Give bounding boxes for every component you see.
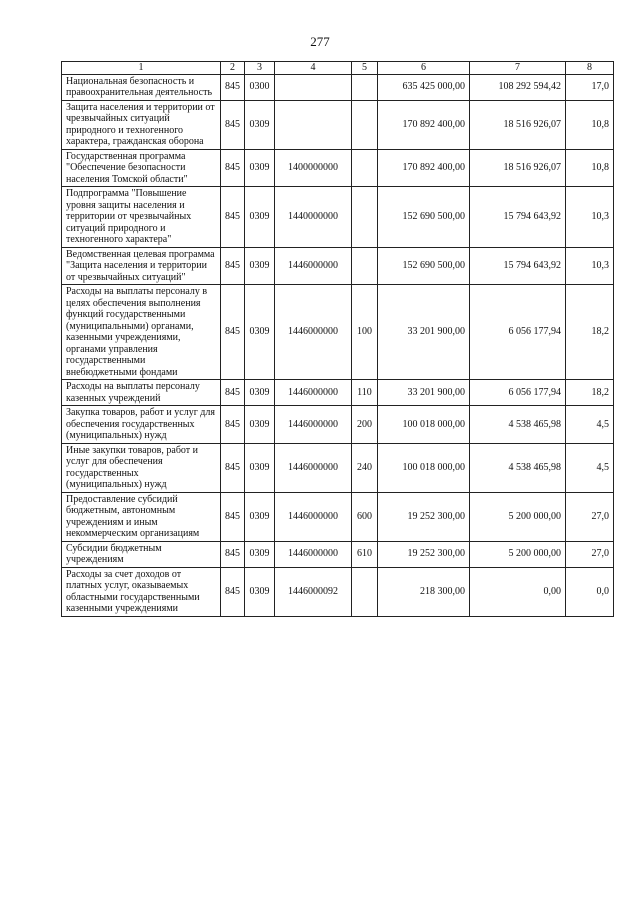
row-code-cell: 845 [221,285,245,380]
row-kind-cell [352,247,378,285]
row-kind-cell [352,74,378,100]
column-header: 1 [62,62,221,75]
row-percent-cell: 10,3 [566,247,614,285]
row-percent-cell: 18,2 [566,285,614,380]
row-plan-cell: 100 018 000,00 [378,443,470,492]
table-row [62,74,614,100]
row-kind-cell: 200 [352,406,378,444]
row-section-cell: 0309 [245,406,275,444]
table-row [62,541,614,567]
row-fact-cell: 5 200 000,00 [470,541,566,567]
row-target-cell: 1446000000 [275,380,352,406]
row-target-cell: 1446000000 [275,247,352,285]
row-code-cell: 845 [221,492,245,541]
row-kind-cell: 100 [352,285,378,380]
row-name-cell: Закупка товаров, работ и услуг для обеспечения государственных (муниципальных) нужд [62,406,221,444]
row-percent-cell: 4,5 [566,406,614,444]
row-section-cell: 0309 [245,541,275,567]
column-header: 3 [245,62,275,75]
row-kind-cell: 610 [352,541,378,567]
row-fact-cell: 18 516 926,07 [470,149,566,187]
row-name-cell: Защита населения и территории от чрезвычайных ситуаций природного и техногенного характера, гражданская оборона [62,100,221,149]
row-kind-cell: 240 [352,443,378,492]
row-code-cell: 845 [221,247,245,285]
row-section-cell: 0309 [245,285,275,380]
budget-table [61,61,614,617]
column-header: 5 [352,62,378,75]
row-name-cell: Ведомственная целевая программа "Защита населения и территории от чрезвычайных ситуаций" [62,247,221,285]
column-header: 4 [275,62,352,75]
table-row [62,149,614,187]
row-target-cell [275,100,352,149]
row-name-cell: Расходы на выплаты персоналу казенных учреждений [62,380,221,406]
row-percent-cell: 27,0 [566,492,614,541]
row-code-cell: 845 [221,541,245,567]
row-section-cell: 0309 [245,567,275,616]
table-row [62,443,614,492]
row-fact-cell: 0,00 [470,567,566,616]
row-section-cell: 0309 [245,492,275,541]
table-row [62,285,614,380]
row-plan-cell: 152 690 500,00 [378,247,470,285]
table-header-row [62,62,614,75]
column-header: 2 [221,62,245,75]
row-code-cell: 845 [221,567,245,616]
row-code-cell: 845 [221,380,245,406]
row-plan-cell: 33 201 900,00 [378,380,470,406]
table-row [62,187,614,248]
row-percent-cell: 10,8 [566,149,614,187]
row-plan-cell: 100 018 000,00 [378,406,470,444]
row-name-cell: Национальная безопасность и правоохранительная деятельность [62,74,221,100]
row-fact-cell: 18 516 926,07 [470,100,566,149]
row-kind-cell [352,187,378,248]
row-plan-cell: 152 690 500,00 [378,187,470,248]
row-target-cell: 1446000000 [275,285,352,380]
row-plan-cell: 19 252 300,00 [378,492,470,541]
row-percent-cell: 17,0 [566,74,614,100]
row-target-cell: 1440000000 [275,187,352,248]
row-code-cell: 845 [221,149,245,187]
row-percent-cell: 4,5 [566,443,614,492]
row-target-cell: 1446000000 [275,443,352,492]
row-code-cell: 845 [221,406,245,444]
row-code-cell: 845 [221,74,245,100]
row-name-cell: Расходы за счет доходов от платных услуг, оказываемых областными государственными казенными учреждениями [62,567,221,616]
page-number: 277 [310,34,330,49]
row-kind-cell [352,149,378,187]
row-section-cell: 0309 [245,187,275,248]
column-header: 7 [470,62,566,75]
table-row [62,100,614,149]
row-fact-cell: 15 794 643,92 [470,247,566,285]
row-code-cell: 845 [221,443,245,492]
column-header: 6 [378,62,470,75]
row-section-cell: 0309 [245,380,275,406]
row-name-cell: Субсидии бюджетным учреждениям [62,541,221,567]
table-row [62,492,614,541]
table-row [62,380,614,406]
row-target-cell: 1446000000 [275,406,352,444]
row-section-cell: 0309 [245,247,275,285]
row-fact-cell: 108 292 594,42 [470,74,566,100]
row-plan-cell: 170 892 400,00 [378,149,470,187]
row-code-cell: 845 [221,187,245,248]
table-row [62,247,614,285]
row-target-cell: 1400000000 [275,149,352,187]
row-percent-cell: 0,0 [566,567,614,616]
row-name-cell: Предоставление субсидий бюджетным, автономным учреждениям и иным некоммерческим организациям [62,492,221,541]
row-name-cell: Подпрограмма "Повышение уровня защиты населения и территории от чрезвычайных ситуаций природного и техногенного характера" [62,187,221,248]
row-name-cell: Расходы на выплаты персоналу в целях обеспечения выполнения функций государственными (муниципальными) органами, казенными учреждениями, органами управления государственными внебюджетными фондами [62,285,221,380]
column-header: 8 [566,62,614,75]
row-percent-cell: 10,8 [566,100,614,149]
row-fact-cell: 4 538 465,98 [470,406,566,444]
row-kind-cell: 110 [352,380,378,406]
row-kind-cell [352,567,378,616]
row-kind-cell [352,100,378,149]
row-percent-cell: 18,2 [566,380,614,406]
table-row [62,567,614,616]
row-name-cell: Государственная программа "Обеспечение безопасности населения Томской области" [62,149,221,187]
row-fact-cell: 15 794 643,92 [470,187,566,248]
table-row [62,406,614,444]
row-section-cell: 0309 [245,149,275,187]
row-plan-cell: 33 201 900,00 [378,285,470,380]
row-target-cell: 1446000000 [275,492,352,541]
row-code-cell: 845 [221,100,245,149]
row-section-cell: 0300 [245,74,275,100]
row-section-cell: 0309 [245,100,275,149]
row-fact-cell: 6 056 177,94 [470,380,566,406]
row-percent-cell: 27,0 [566,541,614,567]
row-percent-cell: 10,3 [566,187,614,248]
row-fact-cell: 5 200 000,00 [470,492,566,541]
row-plan-cell: 19 252 300,00 [378,541,470,567]
row-target-cell: 1446000000 [275,541,352,567]
row-fact-cell: 4 538 465,98 [470,443,566,492]
row-plan-cell: 635 425 000,00 [378,74,470,100]
row-name-cell: Иные закупки товаров, работ и услуг для обеспечения государственных (муниципальных) нужд [62,443,221,492]
row-plan-cell: 170 892 400,00 [378,100,470,149]
row-target-cell [275,74,352,100]
row-plan-cell: 218 300,00 [378,567,470,616]
row-target-cell: 1446000092 [275,567,352,616]
row-fact-cell: 6 056 177,94 [470,285,566,380]
row-section-cell: 0309 [245,443,275,492]
row-kind-cell: 600 [352,492,378,541]
